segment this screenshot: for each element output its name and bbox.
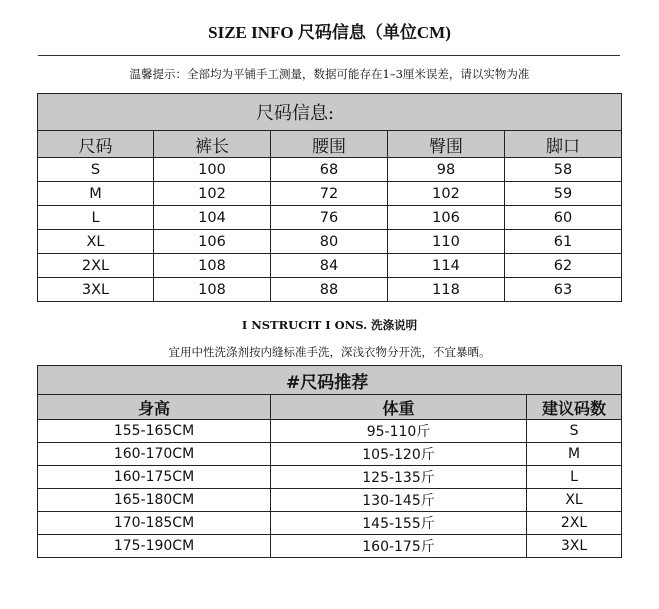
table-cell: XL: [38, 230, 154, 254]
table-row: [38, 158, 622, 182]
table-cell: 160-175CM: [38, 466, 271, 489]
table-row: [38, 420, 622, 443]
table-cell: 98: [388, 158, 505, 182]
table-row: [38, 535, 622, 558]
table-cell: 165-180CM: [38, 489, 271, 512]
table-cell: 170-185CM: [38, 512, 271, 535]
table-cell: L: [527, 466, 622, 489]
table-row: [38, 443, 622, 466]
table-cell: 63: [505, 278, 622, 302]
table-cell: 88: [271, 278, 388, 302]
size-recommendation-table: [37, 365, 622, 558]
table-cell: 80: [271, 230, 388, 254]
measurement-tip: 温馨提示：全部均为平铺手工测量，数据可能存在1–3厘米误差，请以实物为准: [129, 67, 530, 81]
table-row: [38, 182, 622, 206]
size-info-table: [37, 93, 622, 302]
table-row: [38, 489, 622, 512]
column-header: 建议码数: [527, 395, 622, 420]
table-cell: 160-170CM: [38, 443, 271, 466]
table-cell: 155-165CM: [38, 420, 271, 443]
column-header: 裤长: [154, 131, 271, 158]
table-cell: XL: [527, 489, 622, 512]
column-header: 尺码: [38, 131, 154, 158]
table-cell: 84: [271, 254, 388, 278]
table-cell: 130-145斤: [271, 489, 527, 512]
table-cell: 61: [505, 230, 622, 254]
table-cell: 160-175斤: [271, 535, 527, 558]
table-row: [38, 278, 622, 302]
table-cell: L: [38, 206, 154, 230]
page-title: SIZE INFO 尺码信息（单位CM): [208, 23, 451, 42]
table-cell: 118: [388, 278, 505, 302]
recommend-table-heading: #尺码推荐: [38, 366, 622, 395]
table-cell: 145-155斤: [271, 512, 527, 535]
table-cell: 102: [388, 182, 505, 206]
table-cell: M: [527, 443, 622, 466]
column-header: 脚口: [505, 131, 622, 158]
table-cell: 102: [154, 182, 271, 206]
instructions-title: I NSTRUCIT I ONS. 洗涤说明: [241, 318, 418, 332]
table-cell: 58: [505, 158, 622, 182]
table-cell: 105-120斤: [271, 443, 527, 466]
table-cell: 106: [154, 230, 271, 254]
column-header: 体重: [271, 395, 527, 420]
size-table-heading: 尺码信息:: [38, 94, 622, 131]
table-cell: 100: [154, 158, 271, 182]
table-cell: 3XL: [527, 535, 622, 558]
table-cell: 60: [505, 206, 622, 230]
column-header: 腰围: [271, 131, 388, 158]
title-divider: [38, 55, 620, 56]
table-cell: 76: [271, 206, 388, 230]
column-header: 身高: [38, 395, 271, 420]
table-row: [38, 230, 622, 254]
washing-instructions: 宜用中性洗涤剂按内缝标准手洗，深浅衣物分开洗，不宜暴晒。: [168, 345, 491, 359]
table-cell: 175-190CM: [38, 535, 271, 558]
table-cell: 68: [271, 158, 388, 182]
table-cell: 2XL: [38, 254, 154, 278]
table-row: [38, 512, 622, 535]
table-cell: 125-135斤: [271, 466, 527, 489]
table-row: [38, 206, 622, 230]
table-cell: 106: [388, 206, 505, 230]
table-cell: S: [527, 420, 622, 443]
table-cell: 114: [388, 254, 505, 278]
table-cell: 62: [505, 254, 622, 278]
table-cell: 104: [154, 206, 271, 230]
table-cell: 2XL: [527, 512, 622, 535]
table-cell: 95-110斤: [271, 420, 527, 443]
table-row: [38, 254, 622, 278]
table-cell: 3XL: [38, 278, 154, 302]
table-cell: 110: [388, 230, 505, 254]
column-header: 臀围: [388, 131, 505, 158]
table-cell: 59: [505, 182, 622, 206]
table-cell: 108: [154, 278, 271, 302]
table-cell: 108: [154, 254, 271, 278]
table-cell: 72: [271, 182, 388, 206]
table-row: [38, 466, 622, 489]
table-cell: S: [38, 158, 154, 182]
table-cell: M: [38, 182, 154, 206]
